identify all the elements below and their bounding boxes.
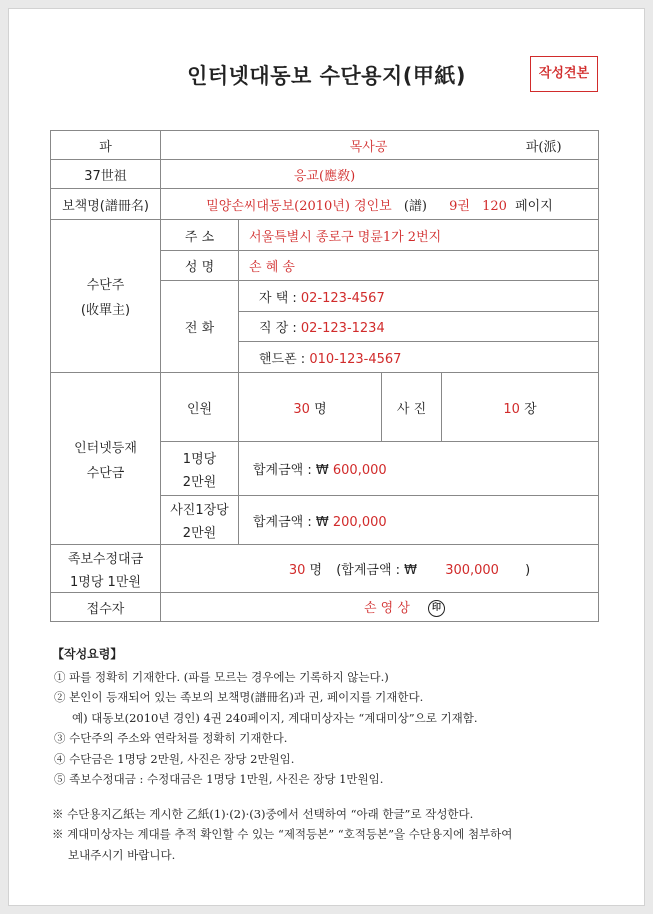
mobile-phone-value: 010-123-4567: [309, 351, 402, 367]
book-label: 보책명(譜冊名): [51, 189, 161, 220]
sesu-value: 응교(應敎): [161, 160, 599, 189]
person-total-label: 합계금액 : ₩: [253, 463, 329, 478]
fee-label-sub: 수단금: [86, 465, 125, 481]
revision-close: ): [525, 563, 531, 578]
photo-total-cell: [239, 496, 599, 545]
receiver-label: 접수자: [51, 593, 161, 622]
seal-icon: 印: [428, 600, 445, 617]
work-phone-cell: [239, 312, 599, 342]
book-page: 120: [482, 198, 507, 214]
pa-value-cell: [161, 131, 599, 160]
photo-count-cell: [442, 373, 599, 442]
work-phone-value: 02-123-1234: [300, 321, 385, 336]
photo-total-label: 합계금액 : ₩: [253, 514, 329, 530]
phone-label: 전 화: [161, 281, 239, 373]
sesu-label: 37世祖: [51, 160, 161, 189]
row-revision: [51, 545, 599, 593]
book-volume: 9권: [449, 198, 470, 214]
note-eulji: ※ 수단용지乙紙는 게시한 乙紙(1)·(2)·(3)중에서 선택하여 “아래 한글”로 작성한다.: [52, 806, 474, 821]
book-bo: (譜): [403, 198, 428, 214]
mobile-phone-cell: [239, 342, 599, 373]
row-address: [51, 220, 599, 251]
pa-label: 파: [51, 131, 161, 160]
row-pa: [51, 131, 599, 160]
receiver-value-cell: [161, 593, 599, 622]
fee-label-cell: [51, 373, 161, 545]
name-value: 손 혜 송: [239, 251, 599, 281]
recipient-label: 수단주: [86, 278, 125, 293]
photo-total-value: 200,000: [332, 514, 387, 530]
per-person-label: 1명당: [182, 451, 217, 467]
book-value: 밀양손씨대동보(2010년) 경인보: [206, 198, 392, 214]
instruction-item-2: ② 본인이 등재되어 있는 족보의 보책명(譜冊名)과 권, 페이지를 기재한다.: [54, 690, 424, 704]
home-phone-cell: [239, 281, 599, 312]
instructions: [52, 644, 612, 865]
revision-label-cell: [51, 545, 161, 593]
per-photo-cell: [161, 496, 239, 545]
revision-total: 300,000: [445, 563, 499, 578]
revision-count: 30: [288, 563, 306, 578]
revision-label: 족보수정대금: [67, 551, 144, 567]
sample-badge: 작성견본: [530, 56, 598, 92]
person-total-value: 600,000: [332, 463, 387, 478]
photo-unit: 장: [524, 401, 537, 417]
address-value: 서울특별시 종로구 명륜1가 2번지: [239, 220, 599, 251]
per-person-cell: [161, 442, 239, 496]
receiver-value: 손 영 상: [363, 601, 410, 616]
row-count: [51, 373, 599, 442]
per-photo-amount: 2만원: [182, 526, 217, 541]
home-phone-value: 02-123-4567: [300, 290, 385, 306]
instruction-item-5: ⑤ 족보수정대금 : 수정대금은 1명당 1만원, 사진은 장당 1만원임.: [54, 772, 384, 786]
photo-label: 사 진: [382, 373, 442, 442]
revision-value-cell: [161, 545, 599, 593]
recipient-label-cell: [51, 220, 161, 373]
row-book: [51, 189, 599, 220]
instruction-item-1: ① 파를 정확히 기재한다. (파를 모르는 경우에는 기록하지 않는다.): [54, 669, 389, 684]
name-label: 성 명: [161, 251, 239, 281]
photo-count: 10: [503, 401, 520, 417]
instruction-item-3: ③ 수단주의 주소와 연락처를 정확히 기재한다.: [54, 731, 288, 745]
pa-value: 목사공: [349, 139, 388, 155]
instruction-item-4: ④ 수단금은 1명당 2만원, 사진은 장당 2만원임.: [54, 751, 295, 766]
pa-suffix: 파(派): [525, 139, 562, 155]
address-label: 주 소: [161, 220, 239, 251]
per-photo-label: 사진1장당: [170, 503, 229, 518]
revision-unit: 명: [309, 563, 323, 578]
people-unit: 명: [314, 401, 327, 417]
per-person-amount: 2만원: [182, 474, 217, 490]
row-sesu: [51, 160, 599, 189]
revision-total-label: (합계금액 : ₩: [336, 563, 418, 578]
note-unknown-lineage: ※ 계대미상자는 계대를 추적 확인할 수 있는 “제적등본” “호적등본”을 수단용지에 첨부하여: [52, 827, 513, 841]
home-phone-label: 자 택 :: [259, 290, 297, 306]
book-value-cell: [161, 189, 599, 220]
people-count: 30: [293, 401, 310, 417]
application-form-table: [50, 130, 599, 622]
mobile-phone-label: 핸드폰 :: [259, 351, 306, 367]
fee-label: 인터넷등재: [74, 440, 137, 456]
people-label: 인원: [161, 373, 239, 442]
person-total-cell: [239, 442, 599, 496]
row-receiver: [51, 593, 599, 622]
recipient-label-hanja: (收單主): [80, 303, 131, 318]
note-unknown-lineage-cont: 보내주시기 바랍니다.: [68, 847, 176, 862]
instructions-heading: 【작성요령】: [52, 647, 123, 661]
people-count-cell: [239, 373, 382, 442]
instruction-example: 예) 대동보(2010년 경인) 4권 240페이지, 계대미상자는 “계대미상”으로 기재함.: [72, 710, 478, 725]
work-phone-label: 직 장 :: [259, 321, 297, 336]
book-page-unit: 페이지: [515, 198, 553, 214]
revision-label-sub: 1명당 1만원: [70, 574, 141, 590]
page-title: 인터넷대동보 수단용지(甲紙): [187, 64, 466, 88]
